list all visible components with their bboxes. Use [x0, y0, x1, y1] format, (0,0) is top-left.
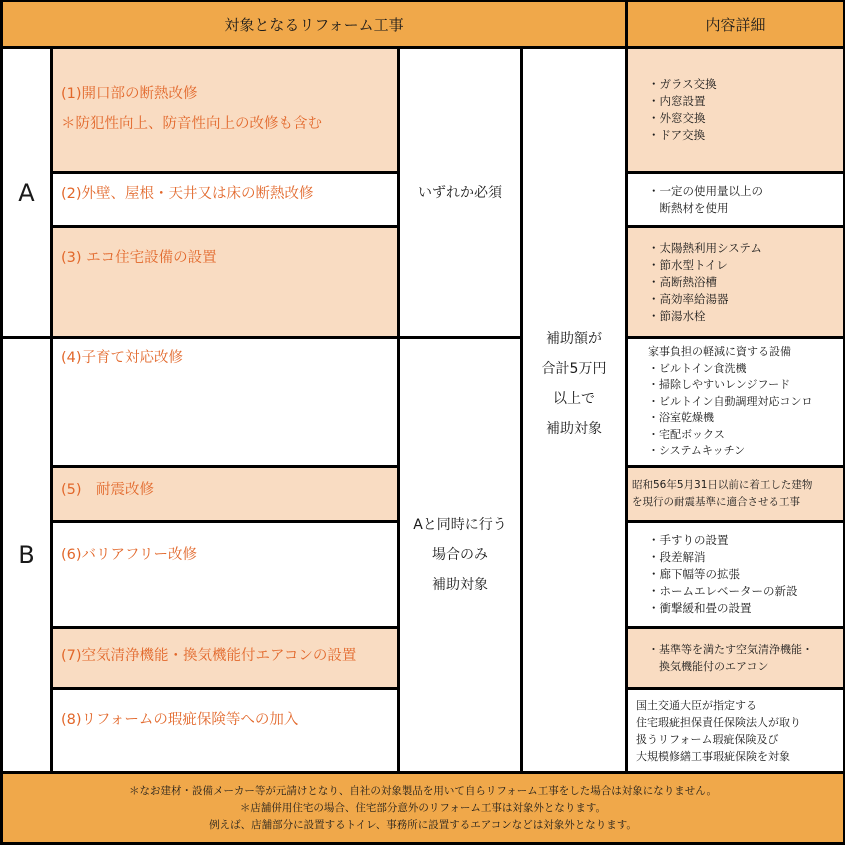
detail-6 [628, 523, 843, 626]
condition-a-text: いずれか必須 [418, 184, 502, 201]
detail-6-line-5: ・衝撃緩和畳の設置 [648, 601, 752, 615]
detail-6-line-2: ・段差解消 [648, 550, 706, 564]
detail-2 [628, 174, 843, 225]
item-6-title: (6)バリアフリー改修 [61, 547, 197, 563]
detail-8-line-2: 住宅瑕疵担保責任保険法人が取り [636, 715, 801, 729]
detail-4-line-2: ・ビルトイン食洗機 [648, 361, 747, 375]
subsidy-line-3: 以上で [553, 391, 595, 407]
item-2-title: (2)外壁、屋根・天井又は床の断熱改修 [61, 186, 314, 202]
detail-8-line-4: 大規模修繕工事瑕疵保険を対象 [636, 749, 790, 763]
item-8 [53, 690, 397, 771]
detail-1 [628, 49, 843, 171]
detail-3-line-2: ・節水型トイレ [648, 257, 728, 272]
subsidy-line-1: 補助額が [546, 331, 602, 347]
detail-7 [628, 629, 843, 687]
footer-note-2: ＊店舗併用住宅の場合、住宅部分意外のリフォーム工事は対象外となります。 [239, 801, 607, 814]
item-6 [53, 523, 397, 626]
detail-4-line-5: ・浴室乾燥機 [648, 411, 714, 425]
detail-7-line-2: 換気機能付のエアコン [648, 660, 769, 673]
detail-6-line-4: ・ホームエレベーターの新設 [648, 584, 798, 598]
item-1-note: ＊防犯性向上、防音性向上の改修も含む [61, 116, 322, 132]
detail-5-line-1: 昭和56年5月31日以前に着工した建物 [632, 479, 813, 491]
group-b-label: B [18, 541, 35, 569]
detail-3-line-1: ・太陽熱利用システム [648, 240, 762, 255]
subsidy-line-2: 合計5万円 [541, 361, 607, 377]
header-details [628, 2, 843, 46]
item-4 [53, 339, 397, 465]
detail-4-line-7: ・システムキッチン [648, 444, 746, 458]
detail-4-line-1: 家事負担の軽減に資する設備 [648, 345, 791, 359]
condition-b-line-3: 補助対象 [432, 577, 488, 593]
footer-notes [3, 774, 843, 842]
footer-note-1: ＊なお建材・設備メーカー等が元請けとなり、自社の対象製品を用いて自らリフォーム工事をした場合は対象になりません。 [129, 784, 717, 797]
group-a-label: A [18, 178, 35, 207]
item-7 [53, 629, 397, 687]
group-a [3, 49, 50, 336]
detail-4-line-4: ・ビルトイン自動調理対応コンロ [648, 394, 813, 408]
item-8-title: (8)リフォームの瑕疵保険等への加入 [61, 712, 299, 728]
detail-4-line-3: ・掃除しやすいレンジフード [648, 378, 791, 392]
detail-1-line-4: ・ドア交換 [648, 128, 706, 142]
detail-1-line-1: ・ガラス交換 [648, 77, 717, 91]
detail-3-line-4: ・高効率給湯器 [648, 291, 729, 306]
detail-3 [628, 228, 843, 336]
detail-1-line-3: ・外窓交換 [648, 111, 706, 125]
item-1-title: (1)開口部の断熱改修 [61, 86, 198, 102]
item-3 [53, 228, 397, 336]
condition-b-line-1: Aと同時に行う [413, 517, 507, 533]
group-b [3, 339, 50, 771]
detail-2-line-2: 断熱材を使用 [648, 200, 729, 215]
subsidy-line-4: 補助対象 [546, 421, 602, 437]
detail-3-line-5: ・節湯水栓 [648, 308, 706, 323]
item-7-title: (7)空気清浄機能・換気機能付エアコンの設置 [61, 648, 357, 664]
item-5-title: (5) 耐震改修 [61, 482, 155, 498]
condition-a [400, 49, 520, 336]
detail-5 [628, 468, 843, 520]
detail-6-line-3: ・廊下幅等の拡張 [648, 567, 740, 581]
detail-8-line-3: 扱うリフォーム瑕疵保険及び [636, 732, 779, 746]
condition-b-line-2: 場合のみ [432, 547, 488, 563]
condition-b [400, 339, 520, 771]
item-1 [53, 49, 397, 171]
item-2 [53, 174, 397, 225]
item-5 [53, 468, 397, 520]
detail-8 [628, 690, 843, 771]
item-3-title: (3) エコ住宅設備の設置 [61, 250, 217, 266]
header-target-work [3, 2, 625, 46]
subsidy-condition [523, 49, 625, 771]
footer-note-3: 例えば、店舗部分に設置するトイレ、事務所に設置するエアコンなどは対象外となります。 [209, 818, 637, 831]
header-target-work-label: 対象となるリフォーム工事 [224, 15, 404, 34]
item-4-title: (4)子育て対応改修 [61, 350, 184, 366]
detail-2-line-1: ・一定の使用量以上の [648, 183, 763, 198]
detail-8-line-1: 国土交通大臣が指定する [636, 698, 757, 712]
detail-5-line-2: を現行の耐震基準に適合させる工事 [632, 496, 800, 508]
detail-7-line-1: ・基準等を満たす空気清浄機能・ [648, 643, 813, 656]
header-details-label: 内容詳細 [705, 15, 766, 34]
detail-1-line-2: ・内窓設置 [648, 94, 706, 108]
detail-6-line-1: ・手すりの設置 [648, 533, 729, 547]
detail-4-line-6: ・宅配ボックス [648, 427, 725, 441]
detail-3-line-3: ・高断熱浴槽 [648, 274, 717, 289]
detail-4 [628, 339, 843, 465]
